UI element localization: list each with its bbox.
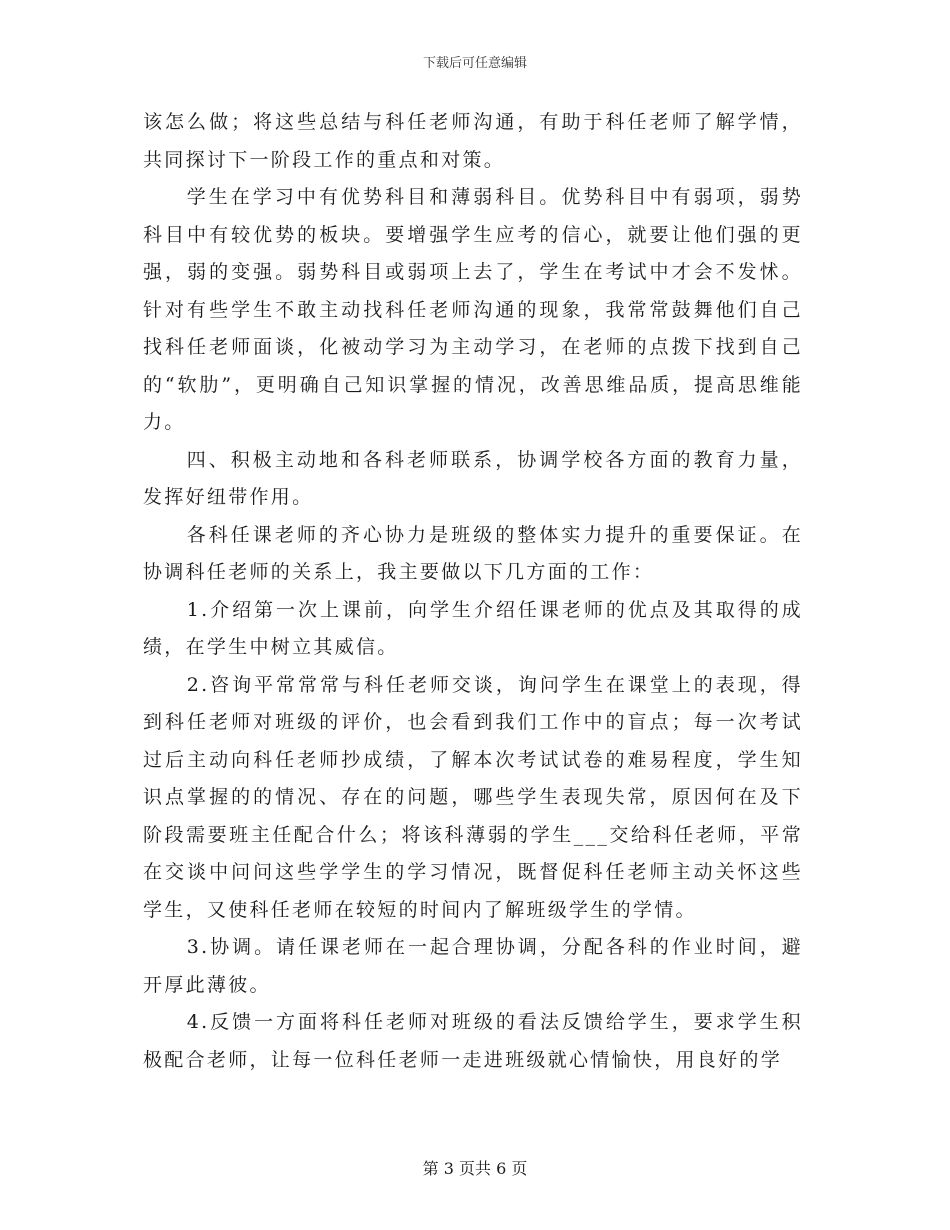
paragraph-6-item-2: 2.咨询平常常常与科任老师交谈，询问学生在课堂上的表现，得到科任老师对班级的评价，也会看到我们工作中的盲点；每一次考试过后主动向科任老师抄成绩，了解本次考试试卷的难易程度，学生知识点掌握的的情况、存在的问题，哪些学生表现失常，原因何在及下阶段需要班主任配合什么；将该科薄弱的学生___交给科任老师，平常在交谈中问问这些学学生的学习情况，既督促科任老师主动关怀这些学生，又使科任老师在较短的时间内了解班级学生的学情。 [143, 673, 803, 921]
paragraph-3-section-heading: 四、积极主动地和各科老师联系，协调学校各方面的教育力量，发挥好纽带作用。 [143, 448, 803, 508]
paragraph-7-item-3: 3.协调。请任课老师在一起合理协调，分配各科的作业时间，避开厚此薄彼。 [143, 936, 803, 996]
paragraph-5-item-1: 1.介绍第一次上课前，向学生介绍任课老师的优点及其取得的成绩，在学生中树立其威信。 [143, 598, 803, 658]
paragraph-1: 该怎么做；将这些总结与科任老师沟通，有助于科任老师了解学情，共同探讨下一阶段工作的重点和对策。 [143, 111, 803, 171]
document-body [143, 104, 803, 1079]
page-number: 第 3 页共 6 页 [422, 1159, 528, 1178]
paragraph-8-item-4: 4.反馈一方面将科任老师对班级的看法反馈给学生，要求学生积极配合老师，让每一位科任老师一走进班级就心情愉快，用良好的学 [143, 1011, 803, 1071]
paragraph-4: 各科任课老师的齐心协力是班级的整体实力提升的重要保证。在协调科任老师的关系上，我主要做以下几方面的工作： [143, 523, 803, 583]
page-header: 下载后可任意编辑 [422, 56, 527, 71]
paragraph-2: 学生在学习中有优势科目和薄弱科目。优势科目中有弱项，弱势科目中有较优势的板块。要增强学生应考的信心，就要让他们强的更强，弱的变强。弱势科目或弱项上去了，学生在考试中才会不发怵。针对有些学生不敢主动找科任老师沟通的现象，我常常鼓舞他们自己找科任老师面谈，化被动学习为主动学习，在老师的点拨下找到自己的“软肋”，更明确自己知识掌握的情况，改善思维品质，提高思维能力。 [143, 186, 803, 433]
